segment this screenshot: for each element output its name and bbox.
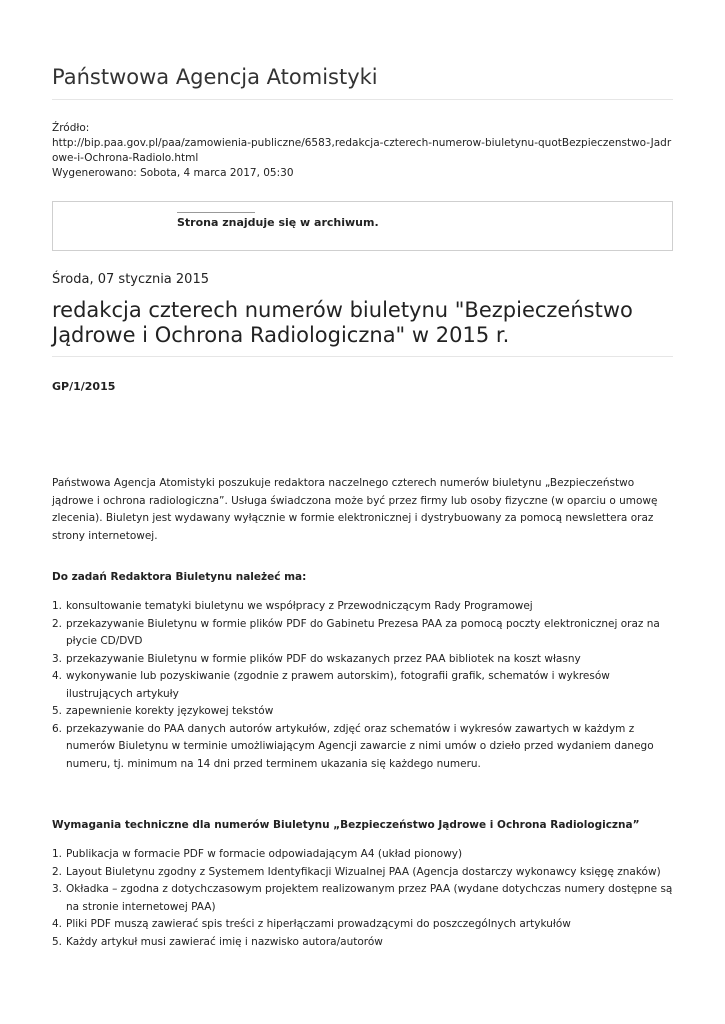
source-label: Źródło: [52,122,90,134]
list-item: 1. konsultowanie tematyki biuletynu we współpracy z Przewodniczącym Rady Programowej [52,600,533,612]
reference-number: GP/1/2015 [52,380,116,393]
article-date: Środa, 07 stycznia 2015 [52,272,209,287]
list-item: 3. Okładka – zgodna z dotychczasowym projektem realizowanym przez PAA (wydane dotychczas numery dostępne są na stronie internetowej PAA) [52,883,673,913]
list-item: 2. przekazywanie Biuletynu w formie plików PDF do Gabinetu Prezesa PAA za pomocą poczty elektronicznej oraz na płycie CD/DVD [52,617,660,647]
list-item: 2. Layout Biuletynu zgodny z Systemem Identyfikacji Wizualnej PAA (Agencja dostarczy wykonawcy księgę znaków) [52,865,661,878]
intro-paragraph: Państwowa Agencja Atomistyki poszukuje redaktora naczelnego czterech numerów biuletynu „Bezpieczeństwo jądrowe i ochrona radiologiczna”. Usługa świadczona może być przez firmy lub osoby fizyczne (w oparciu o umowę zlecenia). Biuletyn jest wydawany wyłącznie w formie elektronicznej i dystrybuowany za pomocą newslettera oraz strony internetowej. [52,477,658,542]
article-title: redakcja czterech numerów biuletynu "Bezpieczeństwo Jądrowe i Ochrona Radiologiczna" w 2015 r. [52,298,633,347]
list-item: 6. przekazywanie do PAA danych autorów artykułów, zdjęć oraz schematów i wykresów zawartych w każdym z numerów Biuletynu w terminie umożliwiającym Agencji zawarcie z nimi umów o dzieło przed wydaniem danego numeru, tj. minimum na 14 dni przed terminem ukazania się każdego numeru. [52,722,654,770]
site-title: Państwowa Agencja Atomistyki [52,65,378,89]
duties-list [52,598,673,773]
list-item: 4. wykonywanie lub pozyskiwanie (zgodnie z prawem autorskim), fotografii grafik, schematów i wykresów ilustrujących artykuły [52,670,610,700]
archive-notice-box [52,201,673,251]
source-meta [52,121,673,181]
requirements-list [52,846,673,951]
list-item: 4. Pliki PDF muszą zawierać spis treści z hiperłączami prowadzącymi do poszczególnych artykułów [52,918,571,930]
archive-notice-divider [177,212,255,213]
generated-timestamp: Wygenerowano: Sobota, 4 marca 2017, 05:30 [52,167,294,179]
archive-notice-text: Strona znajduje się w archiwum. [177,216,379,229]
section-heading-duties: Do zadań Redaktora Biuletynu należeć ma: [52,571,307,583]
list-item: 5. Każdy artykuł musi zawierać imię i nazwisko autora/autorów [52,935,383,948]
list-item: 1. Publikacja w formacie PDF w formacie odpowiadającym A4 (układ pionowy) [52,848,463,860]
list-item: 3. przekazywanie Biuletynu w formie plików PDF do wskazanych przez PAA bibliotek na koszt własny [52,652,581,665]
source-url[interactable]: http://bip.paa.gov.pl/paa/zamowienia-publiczne/6583,redakcja-czterech-numerow-biuletynu-quotBezpieczenstwo-Jadrowe-i-Ochrona-Radiolo.html [52,137,672,164]
list-item: 5. zapewnienie korekty językowej tekstów [52,705,274,717]
section-heading-requirements: Wymagania techniczne dla numerów Biuletynu „Bezpieczeństwo Jądrowe i Ochrona Radiologiczna” [52,819,640,831]
title-divider [52,356,673,357]
header-divider [52,99,673,100]
